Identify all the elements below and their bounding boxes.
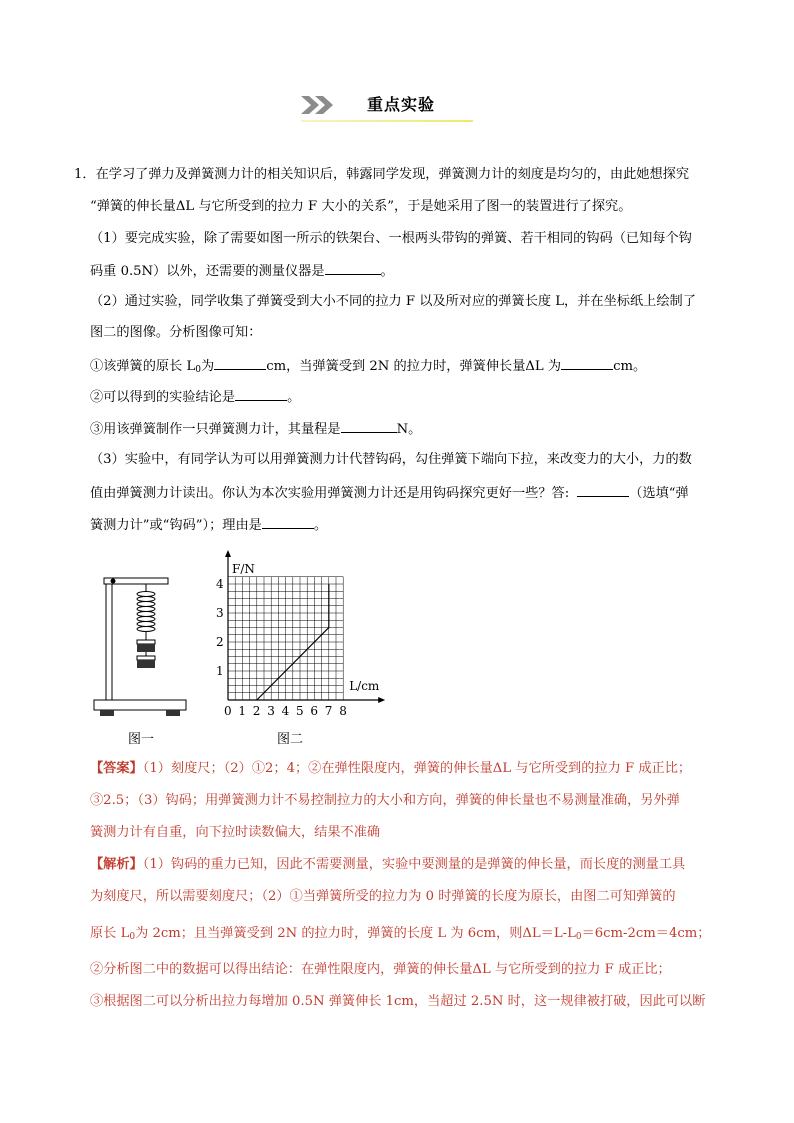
subq3-line: ③用该弹簧制作一只弹簧测力计，其量程是 N。 bbox=[90, 422, 422, 437]
part3-line-3: 簧测力计”或“钩码”）；理由是 。 bbox=[90, 518, 328, 533]
answer-blank-range bbox=[341, 420, 397, 433]
y-tick-label: 4 bbox=[216, 577, 224, 591]
analysis-line-3: 原长 $L_0$为 2cm；且当弹簧受到 2N 的拉力时，弹簧的长度 L 为 6cm，则$\Delta L=L-L_0=6cm-2cm=4cm$； bbox=[90, 926, 711, 942]
answer-blank-instrument bbox=[325, 262, 381, 275]
x-tick-label: 0 bbox=[224, 704, 232, 718]
answer-blank-choice bbox=[577, 484, 629, 497]
part2-line-1: （2）通过实验，同学收集了弹簧受到大小不同的拉力 F 以及所对应的弹簧长度 L，并在坐标纸上绘制了 bbox=[90, 294, 696, 309]
answer-blank-reason bbox=[262, 516, 314, 529]
x-tick-label: 7 bbox=[324, 704, 333, 718]
x-tick-label: 1 bbox=[238, 704, 247, 718]
y-axis-arrow-icon bbox=[225, 550, 231, 557]
hook-weights bbox=[137, 640, 155, 668]
analysis-line-2: 为刻度尺，所以需要刻度尺；（2）①当弹簧所受的拉力为 0 时弹簧的长度为原长，由图二可知弹簧的 bbox=[90, 889, 676, 904]
section-header bbox=[299, 90, 475, 126]
stand-foot-left bbox=[100, 710, 114, 716]
answer-blank-extension bbox=[561, 357, 613, 370]
part3-line-1: （3）实验中，有同学认为可以用弹簧测力计代替钩码，勾住弹簧下端向下拉，来改变力的大小，力的数 bbox=[90, 452, 692, 467]
answer-blank-original-length bbox=[214, 357, 266, 370]
x-tick-label: 6 bbox=[310, 704, 319, 718]
question-intro-line-2: “弹簧的伸长量ΔL 与它所受到的拉力 F 大小的关系”，于是她采用了图一的装置进行了探究。 bbox=[90, 199, 632, 214]
x-tick-label: 5 bbox=[296, 704, 304, 718]
spring bbox=[137, 592, 155, 632]
figure-1-apparatus bbox=[92, 572, 188, 724]
answer-line-2: ③2.5；（3）钩码；用弹簧测力计不易控制拉力的大小和方向，弹簧的伸长量也不易测量准确，另外弹 bbox=[90, 793, 680, 808]
figure-2-caption: 图二 bbox=[277, 732, 304, 747]
answer-blank-conclusion bbox=[235, 388, 287, 401]
y-tick-label: 3 bbox=[216, 606, 224, 620]
x-tick-label: 4 bbox=[281, 704, 290, 718]
part1-line-2: 码重 0.5N）以外，还需要的测量仪器是 。 bbox=[90, 264, 394, 279]
analysis-label: 【解析】 bbox=[90, 857, 143, 872]
answer-label: 【答案】 bbox=[90, 761, 143, 776]
part3-line-2: 值由弹簧测力计读出。你认为本次实验用弹簧测力计还是用钩码探究更好一些？答: （选填“弹 bbox=[90, 486, 689, 501]
y-tick-labels bbox=[216, 577, 224, 678]
answer-line-1: 【答案】（1）刻度尺；（2）①2；4；②在弹性限度内，弹簧的伸长量ΔL 与它所受到的拉力 F 成正比； bbox=[90, 761, 692, 776]
clamp-screw bbox=[111, 579, 116, 584]
double-chevron-icon bbox=[301, 94, 337, 116]
part2-line-2: 图二的图像。分析图像可知： bbox=[90, 325, 262, 340]
chart-grid bbox=[228, 577, 343, 700]
x-tick-labels bbox=[224, 704, 347, 718]
analysis-line-5: ③根据图二可以分析出拉力每增加 0.5N 弹簧伸长 1cm，当超过 2.5N 时，这一规律被打破，因此可以断 bbox=[90, 994, 706, 1009]
figure-2-chart bbox=[208, 548, 418, 724]
question-number: 1． bbox=[74, 167, 96, 182]
y-tick-label: 2 bbox=[216, 635, 224, 649]
stand-pole bbox=[106, 578, 112, 700]
page-title: 重点实验 bbox=[367, 95, 436, 114]
subq1-line: ①该弹簧的原长 $L_0$为 cm，当弹簧受到 2N 的拉力时，弹簧伸长量ΔL 为 cm。 bbox=[90, 359, 647, 375]
part1-line-1: （1）要完成实验，除了需要如图一所示的铁架台、一根两头带钩的弹簧、若干相同的钩码（已知每个钩 bbox=[90, 231, 692, 246]
stand-foot-right bbox=[166, 710, 180, 716]
header-underline bbox=[301, 120, 473, 122]
question-intro-line-1: 1．在学习了弹力及弹簧测力计的相关知识后，韩露同学发现，弹簧测力计的刻度是均匀的，由此她想探究 bbox=[74, 167, 690, 182]
x-axis-label: L/cm bbox=[349, 679, 380, 693]
subq2-line: ②可以得到的实验结论是 。 bbox=[90, 390, 301, 405]
figure-1-caption: 图一 bbox=[128, 732, 155, 747]
x-axis-arrow-icon bbox=[378, 697, 385, 703]
x-tick-label: 8 bbox=[339, 704, 347, 718]
stand-base bbox=[94, 700, 186, 710]
answer-line-3: 簧测力计有自重，向下拉时读数偏大，结果不准确 bbox=[90, 825, 381, 840]
analysis-line-4: ②分析图二中的数据可以得出结论：在弹性限度内，弹簧的伸长量ΔL 与它所受到的拉力 F 成正比； bbox=[90, 962, 671, 977]
y-tick-label: 1 bbox=[216, 664, 224, 678]
x-tick-label: 3 bbox=[267, 704, 275, 718]
y-axis-label: F/N bbox=[232, 562, 255, 576]
x-tick-label: 2 bbox=[252, 704, 261, 718]
analysis-line-1: 【解析】（1）钩码的重力已知，因此不需要测量，实验中要测量的是弹簧的伸长量，而长度的测量工具 bbox=[90, 857, 686, 872]
